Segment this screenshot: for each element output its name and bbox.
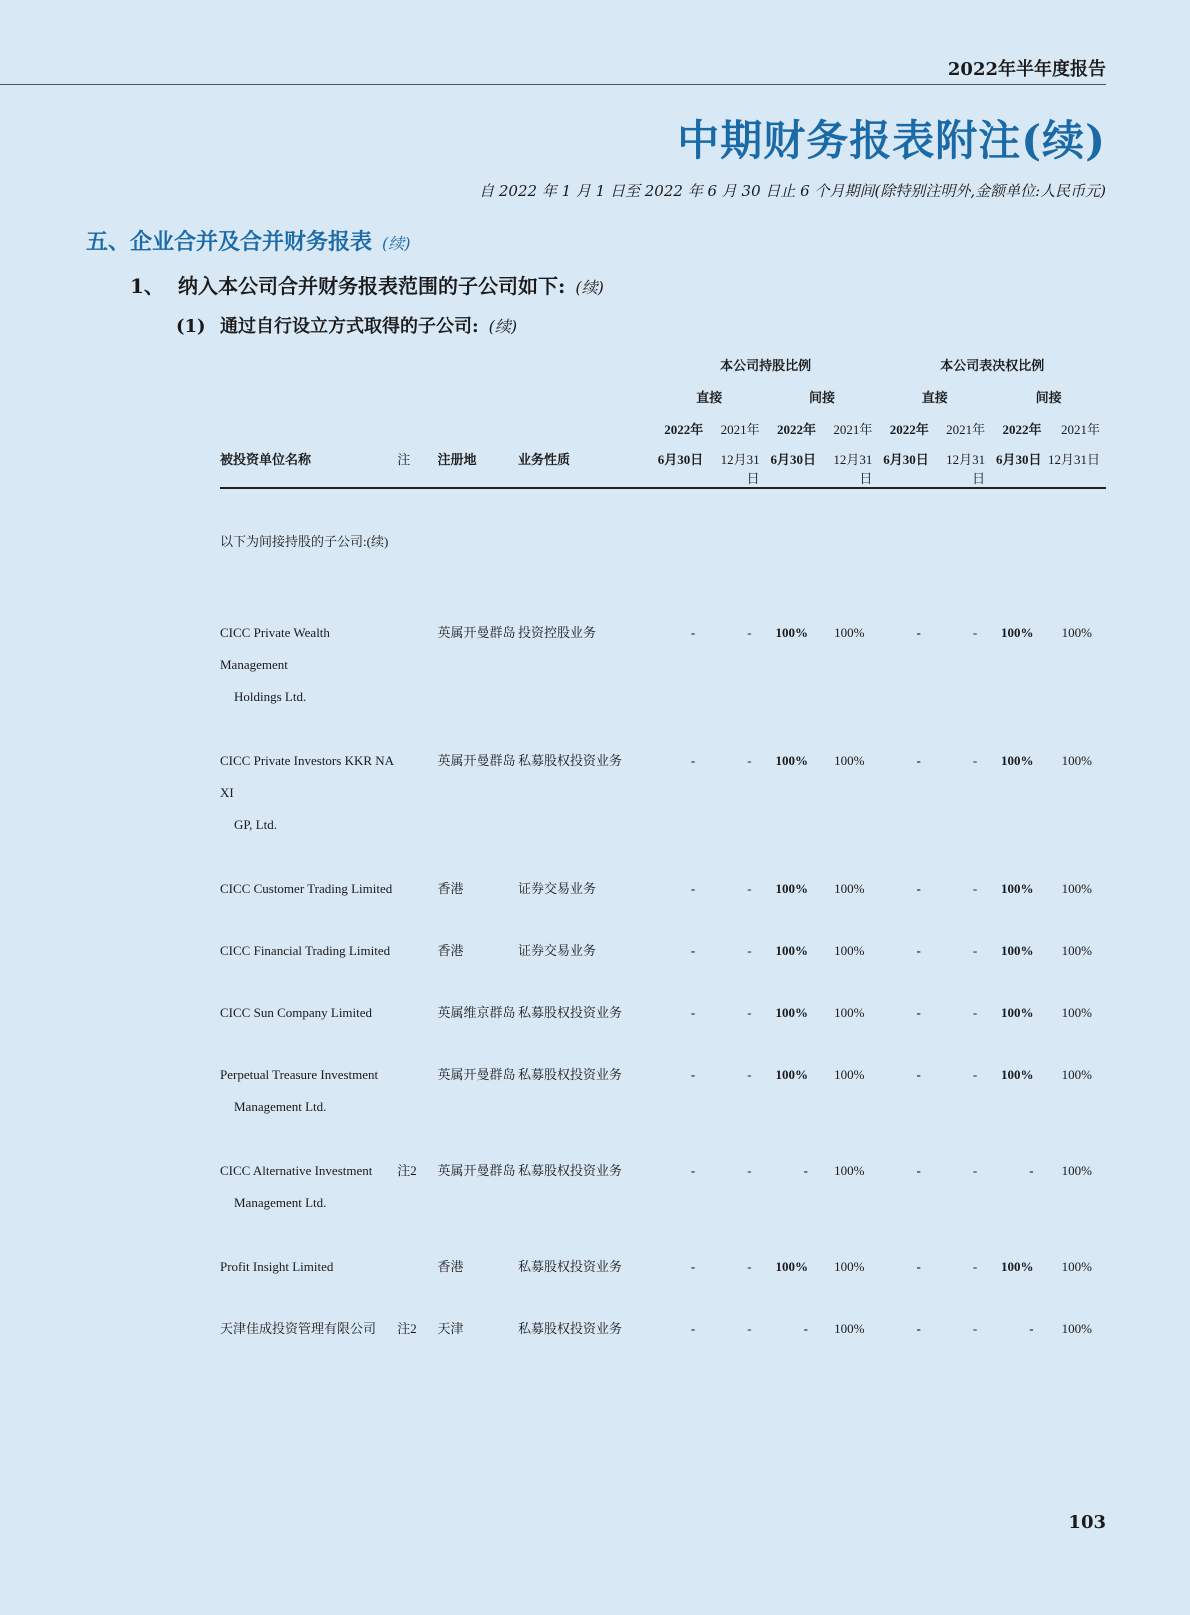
ratio-cell: 100% bbox=[1061, 943, 1092, 958]
subsubsection-continued: (续) bbox=[488, 317, 518, 336]
ratio-cell: - bbox=[916, 1321, 921, 1336]
ratio-cell: 100% bbox=[834, 753, 865, 768]
ratio-cell: - bbox=[747, 1163, 752, 1178]
row-spacer bbox=[220, 1123, 1106, 1155]
header-year-2022: 2022年 bbox=[1002, 422, 1042, 437]
ratio-cell: 100% bbox=[1061, 1259, 1092, 1274]
place-cell: 英属开曼群岛 bbox=[437, 753, 516, 768]
company-name-line1: CICC Financial Trading Limited bbox=[220, 943, 391, 958]
ratio-cell: - bbox=[690, 625, 696, 640]
note-cell bbox=[397, 617, 437, 713]
company-name bbox=[220, 873, 397, 905]
ratio-cell: - bbox=[747, 1067, 752, 1082]
table-row bbox=[220, 997, 1106, 1029]
ratio-cell: - bbox=[916, 1259, 921, 1274]
ratio-cell: - bbox=[916, 1163, 921, 1178]
subsection-continued: (续) bbox=[575, 278, 604, 297]
company-name bbox=[220, 997, 397, 1029]
row-spacer bbox=[220, 713, 1106, 745]
page-heading: 中期财务报表附注(续) bbox=[677, 116, 1106, 165]
ratio-cell: - bbox=[747, 943, 752, 958]
business-cell: 私募股权投资业务 bbox=[517, 1067, 622, 1082]
ratio-cell: - bbox=[803, 1321, 809, 1336]
ratio-cell: - bbox=[972, 1259, 978, 1274]
ratio-cell: 100% bbox=[1001, 625, 1034, 640]
ratio-cell: 100% bbox=[1001, 1005, 1034, 1020]
company-name-line1: 天津佳成投资管理有限公司 bbox=[220, 1321, 377, 1336]
header-year-2022: 2022年 bbox=[777, 422, 817, 437]
ratio-cell: - bbox=[972, 943, 978, 958]
header-date-2021: 12月31日 bbox=[1047, 452, 1100, 467]
ratio-cell: - bbox=[690, 1259, 696, 1274]
ratio-cell: - bbox=[972, 1321, 978, 1336]
note-cell: 注2 bbox=[397, 1321, 417, 1336]
ratio-cell: 100% bbox=[1061, 1163, 1092, 1178]
subsection-title-text: 纳入本公司合并财务报表范围的子公司如下: bbox=[178, 274, 566, 298]
table-row bbox=[220, 745, 1106, 841]
ratio-cell: 100% bbox=[775, 1259, 809, 1274]
row-spacer bbox=[220, 841, 1106, 873]
ratio-cell: - bbox=[916, 625, 921, 640]
ratio-cell: 100% bbox=[775, 1005, 809, 1020]
ratio-cell: 100% bbox=[775, 753, 809, 768]
ratio-cell: - bbox=[690, 1321, 696, 1336]
business-cell: 投资控股业务 bbox=[517, 625, 596, 640]
ratio-cell: - bbox=[747, 625, 752, 640]
company-name-line2: Management Ltd. bbox=[234, 1195, 327, 1210]
section-title-text: 五、企业合并及合并财务报表 bbox=[86, 229, 373, 255]
company-name-line1: CICC Alternative Investment bbox=[220, 1163, 373, 1178]
ratio-cell: 100% bbox=[834, 1163, 865, 1178]
table-row bbox=[220, 1251, 1106, 1283]
ratio-cell: - bbox=[916, 881, 921, 896]
company-name bbox=[220, 1313, 397, 1345]
note-cell bbox=[397, 1251, 437, 1283]
row-spacer bbox=[220, 1029, 1106, 1059]
subsubsection-title bbox=[176, 312, 517, 338]
company-name bbox=[220, 745, 397, 841]
table-row bbox=[220, 935, 1106, 967]
ratio-cell: 100% bbox=[834, 1005, 865, 1020]
ratio-cell: 100% bbox=[775, 625, 809, 640]
ratio-cell: 100% bbox=[834, 1321, 865, 1336]
ratio-cell: 100% bbox=[775, 1067, 809, 1082]
ratio-cell: - bbox=[916, 1005, 921, 1020]
ratio-cell: - bbox=[972, 1067, 978, 1082]
subsubsection-title-text: 通过自行设立方式取得的子公司: bbox=[220, 316, 479, 337]
note-cell bbox=[397, 873, 437, 905]
ratio-cell: - bbox=[690, 881, 696, 896]
place-cell: 香港 bbox=[437, 943, 464, 958]
place-cell: 香港 bbox=[437, 1259, 464, 1274]
place-cell: 香港 bbox=[437, 881, 464, 896]
ratio-cell: - bbox=[747, 881, 752, 896]
ratio-cell: 100% bbox=[1061, 1321, 1092, 1336]
ratio-cell: - bbox=[972, 881, 978, 896]
note-cell bbox=[397, 935, 437, 967]
header-place: 注册地 bbox=[437, 452, 477, 467]
header-shareholding: 本公司持股比例 bbox=[720, 358, 812, 373]
table-row bbox=[220, 1059, 1106, 1123]
subsidiary-table bbox=[220, 355, 1106, 1345]
header-indirect: 间接 bbox=[809, 390, 836, 405]
header-name: 被投资单位名称 bbox=[220, 452, 312, 467]
business-cell: 私募股权投资业务 bbox=[517, 1005, 622, 1020]
header-direct: 直接 bbox=[696, 390, 723, 405]
subsubsection-number: (1) bbox=[176, 316, 206, 337]
place-cell: 天津 bbox=[437, 1321, 464, 1336]
ratio-cell: 100% bbox=[1001, 881, 1034, 896]
group-label: 以下为间接持股的子公司:(续) bbox=[220, 534, 389, 549]
ratio-cell: - bbox=[972, 1005, 978, 1020]
company-name bbox=[220, 1059, 397, 1123]
header-year-2021: 2021年 bbox=[720, 422, 760, 437]
header-divider bbox=[0, 84, 1106, 85]
ratio-cell: - bbox=[972, 753, 978, 768]
report-title: 2022年半年度报告 bbox=[947, 59, 1106, 80]
table-row bbox=[220, 1313, 1106, 1345]
company-name-line2: GP, Ltd. bbox=[234, 817, 277, 832]
place-cell: 英属维京群岛 bbox=[437, 1005, 516, 1020]
ratio-cell: - bbox=[916, 753, 921, 768]
business-cell: 证券交易业务 bbox=[517, 881, 596, 896]
note-cell bbox=[397, 997, 437, 1029]
header-date-2022: 6月30日 bbox=[883, 452, 929, 467]
header-date-2021: 12月31日 bbox=[833, 452, 873, 486]
header-date-2022: 6月30日 bbox=[657, 452, 704, 467]
ratio-cell: 100% bbox=[834, 1067, 865, 1082]
ratio-cell: - bbox=[690, 1163, 696, 1178]
company-name-line1: CICC Private Wealth Management bbox=[220, 625, 330, 672]
note-cell bbox=[397, 745, 437, 841]
company-name-line1: Perpetual Treasure Investment bbox=[220, 1067, 379, 1082]
row-spacer bbox=[220, 967, 1106, 997]
company-name-line2: Holdings Ltd. bbox=[234, 689, 307, 704]
company-name-line1: CICC Private Investors KKR NA XI bbox=[220, 753, 394, 800]
place-cell: 英属开曼群岛 bbox=[437, 625, 516, 640]
ratio-cell: 100% bbox=[1001, 753, 1034, 768]
ratio-cell: 100% bbox=[775, 943, 809, 958]
company-name bbox=[220, 1155, 397, 1219]
header-business: 业务性质 bbox=[517, 452, 570, 467]
business-cell: 私募股权投资业务 bbox=[517, 1259, 622, 1274]
ratio-cell: 100% bbox=[834, 943, 865, 958]
row-spacer bbox=[220, 587, 1106, 617]
header-year-2021: 2021年 bbox=[946, 422, 986, 437]
ratio-cell: 100% bbox=[834, 1259, 865, 1274]
header-note: 注 bbox=[397, 452, 411, 467]
ratio-cell: 100% bbox=[1001, 1259, 1034, 1274]
place-cell: 英属开曼群岛 bbox=[437, 1067, 516, 1082]
ratio-cell: - bbox=[972, 1163, 978, 1178]
header-year-2021: 2021年 bbox=[833, 422, 873, 437]
header-year-2022: 2022年 bbox=[889, 422, 929, 437]
header-indirect: 间接 bbox=[1035, 390, 1062, 405]
business-cell: 私募股权投资业务 bbox=[517, 1163, 622, 1178]
note-cell: 注2 bbox=[397, 1163, 417, 1178]
ratio-cell: - bbox=[690, 1067, 696, 1082]
row-spacer bbox=[220, 1283, 1106, 1313]
company-name-line1: CICC Customer Trading Limited bbox=[220, 881, 393, 896]
header-voting: 本公司表决权比例 bbox=[940, 358, 1045, 373]
company-name bbox=[220, 1251, 397, 1283]
ratio-cell: 100% bbox=[1061, 881, 1092, 896]
subsection-title bbox=[130, 270, 604, 299]
ratio-cell: - bbox=[747, 1321, 752, 1336]
header-date-2022: 6月30日 bbox=[996, 452, 1042, 467]
ratio-cell: - bbox=[1029, 1321, 1034, 1336]
ratio-cell: 100% bbox=[1061, 625, 1092, 640]
ratio-cell: 100% bbox=[834, 881, 865, 896]
ratio-cell: 100% bbox=[834, 625, 865, 640]
ratio-cell: 100% bbox=[775, 881, 809, 896]
row-spacer bbox=[220, 1219, 1106, 1251]
ratio-cell: - bbox=[916, 1067, 921, 1082]
table-row bbox=[220, 873, 1106, 905]
row-spacer bbox=[220, 905, 1106, 935]
company-name-line1: CICC Sun Company Limited bbox=[220, 1005, 373, 1020]
header-date-2022: 6月30日 bbox=[770, 452, 817, 467]
period-note: 自 2022 年 1 月 1 日至 2022 年 6 月 30 日止 6 个月期间(除特别注明外,金额单位:人民币元) bbox=[479, 182, 1106, 200]
ratio-cell: - bbox=[972, 625, 978, 640]
ratio-cell: - bbox=[916, 943, 921, 958]
company-name-line1: Profit Insight Limited bbox=[220, 1259, 334, 1274]
page-number: 103 bbox=[1068, 1512, 1106, 1533]
business-cell: 证券交易业务 bbox=[517, 943, 596, 958]
company-name-line2: Management Ltd. bbox=[234, 1099, 327, 1114]
table-row bbox=[220, 617, 1106, 713]
company-name bbox=[220, 935, 397, 967]
ratio-cell: 100% bbox=[1061, 1067, 1092, 1082]
header-year-2021: 2021年 bbox=[1060, 422, 1100, 437]
business-cell: 私募股权投资业务 bbox=[517, 1321, 622, 1336]
ratio-cell: 100% bbox=[1001, 1067, 1034, 1082]
ratio-cell: - bbox=[747, 1259, 752, 1274]
header-date-2021: 12月31日 bbox=[946, 452, 986, 486]
header-date-2021: 12月31日 bbox=[720, 452, 760, 486]
ratio-cell: - bbox=[690, 943, 696, 958]
ratio-cell: - bbox=[747, 1005, 752, 1020]
section-title bbox=[86, 225, 411, 256]
subsection-number: 1、 bbox=[130, 274, 164, 298]
business-cell: 私募股权投资业务 bbox=[517, 753, 622, 768]
ratio-cell: - bbox=[803, 1163, 809, 1178]
note-cell bbox=[397, 1059, 437, 1123]
ratio-cell: 100% bbox=[1001, 943, 1034, 958]
place-cell: 英属开曼群岛 bbox=[437, 1163, 516, 1178]
section-continued: (续) bbox=[382, 234, 411, 253]
ratio-cell: - bbox=[747, 753, 752, 768]
ratio-cell: - bbox=[690, 1005, 696, 1020]
table-row bbox=[220, 1155, 1106, 1219]
ratio-cell: 100% bbox=[1061, 753, 1092, 768]
ratio-cell: - bbox=[690, 753, 696, 768]
header-year-2022: 2022年 bbox=[664, 422, 704, 437]
company-name bbox=[220, 617, 397, 713]
header-direct: 直接 bbox=[921, 390, 948, 405]
ratio-cell: 100% bbox=[1061, 1005, 1092, 1020]
ratio-cell: - bbox=[1029, 1163, 1034, 1178]
